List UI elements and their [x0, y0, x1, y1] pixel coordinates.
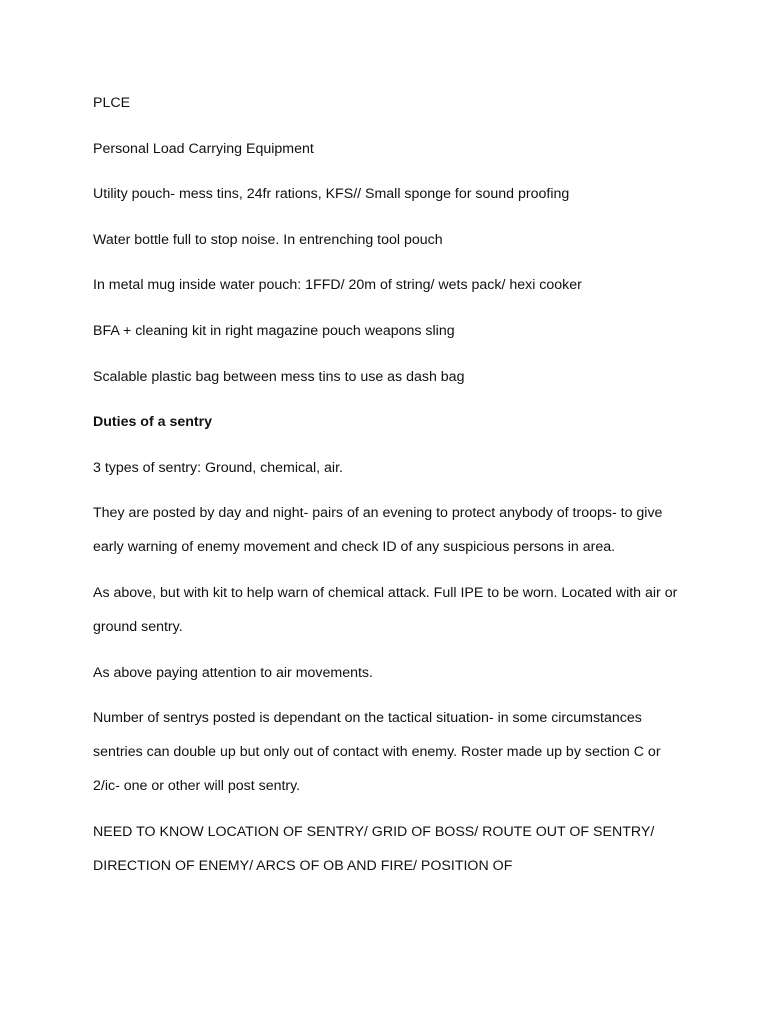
paragraph-plce: PLCE	[93, 95, 131, 111]
paragraph-plce-expansion: Personal Load Carrying Equipment	[93, 140, 314, 157]
paragraph-plastic-bag: Scalable plastic bag between mess tins to use as dash bag	[93, 368, 465, 385]
section-heading-duties-of-a-sentry: Duties of a sentry	[93, 414, 213, 431]
paragraph-bfa-cleaning-kit: BFA + cleaning kit in right magazine pouch weapons sling	[93, 322, 455, 339]
paragraph-ground-sentry: They are posted by day and night- pairs of an evening to protect anybody of troops- to give early warning of enemy movement and check ID of any suspicious persons in area.	[93, 505, 663, 556]
paragraph-metal-mug: In metal mug inside water pouch: 1FFD/ 20m of string/ wets pack/ hexi cooker	[93, 277, 582, 294]
paragraph-chemical-sentry: As above, but with kit to help warn of chemical attack. Full IPE to be worn. Located with air or ground sentry.	[93, 584, 678, 635]
document-body	[93, 86, 683, 894]
paragraph-types-of-sentry: 3 types of sentry: Ground, chemical, air.	[93, 459, 343, 476]
paragraph-number-of-sentries: Number of sentrys posted is dependant on the tactical situation- in some circumstances sentries can double up but only out of contact with enemy. Roster made up by section C or 2/ic- one or other will post sentry.	[93, 710, 661, 795]
paragraph-air-sentry: As above paying attention to air movements.	[93, 664, 373, 681]
paragraph-utility-pouch: Utility pouch- mess tins, 24fr rations, KFS// Small sponge for sound proofing	[93, 186, 570, 203]
paragraph-water-bottle: Water bottle full to stop noise. In entrenching tool pouch	[93, 231, 443, 248]
paragraph-need-to-know: NEED TO KNOW LOCATION OF SENTRY/ GRID OF BOSS/ ROUTE OUT OF SENTRY/ DIRECTION OF ENEMY/ ARCS OF OB AND FIRE/ POSITION OF	[93, 823, 655, 874]
